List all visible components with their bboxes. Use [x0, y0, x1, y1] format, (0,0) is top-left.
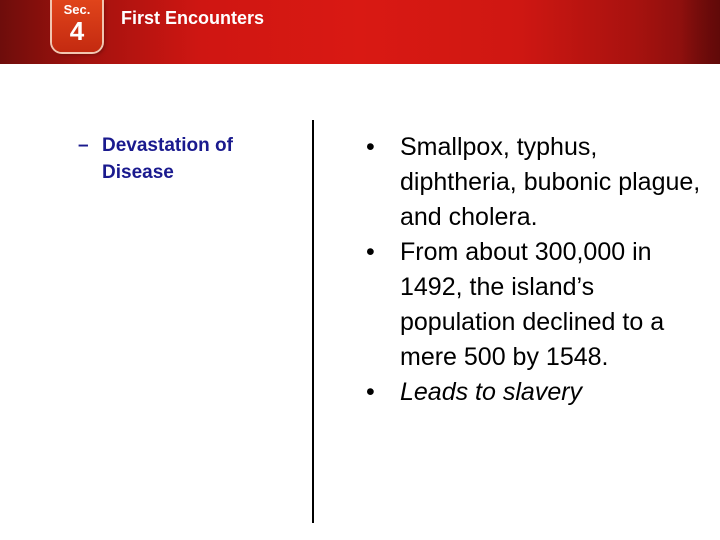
section-badge — [52, 0, 102, 52]
topic-dash: – — [78, 135, 89, 156]
vertical-divider — [312, 120, 314, 523]
left-column — [78, 132, 298, 186]
header-bar — [0, 0, 720, 64]
header-shade — [680, 0, 720, 64]
bullet-dot-icon: • — [366, 378, 375, 406]
slide-title: First Encounters — [121, 8, 265, 28]
bullet-dot-icon: • — [366, 238, 375, 266]
topic-item — [78, 132, 298, 186]
bullet-dot-icon: • — [366, 133, 375, 161]
bullet-item — [362, 375, 702, 410]
bullet-item — [362, 235, 702, 375]
section-badge-label: Sec. — [63, 2, 91, 17]
section-badge-number: 4 — [69, 16, 85, 46]
bullet-list — [362, 130, 702, 410]
bullet-text: Leads to slavery — [400, 378, 583, 406]
bullet-text: From about 300,000 in 1492, the island’s population declined to a mere 500 by 1548. — [400, 238, 665, 371]
bullet-text: Smallpox, typhus, diphtheria, bubonic plague, and cholera. — [400, 133, 701, 231]
bullet-item — [362, 130, 702, 235]
topic-text: Devastation of Disease — [102, 135, 233, 183]
